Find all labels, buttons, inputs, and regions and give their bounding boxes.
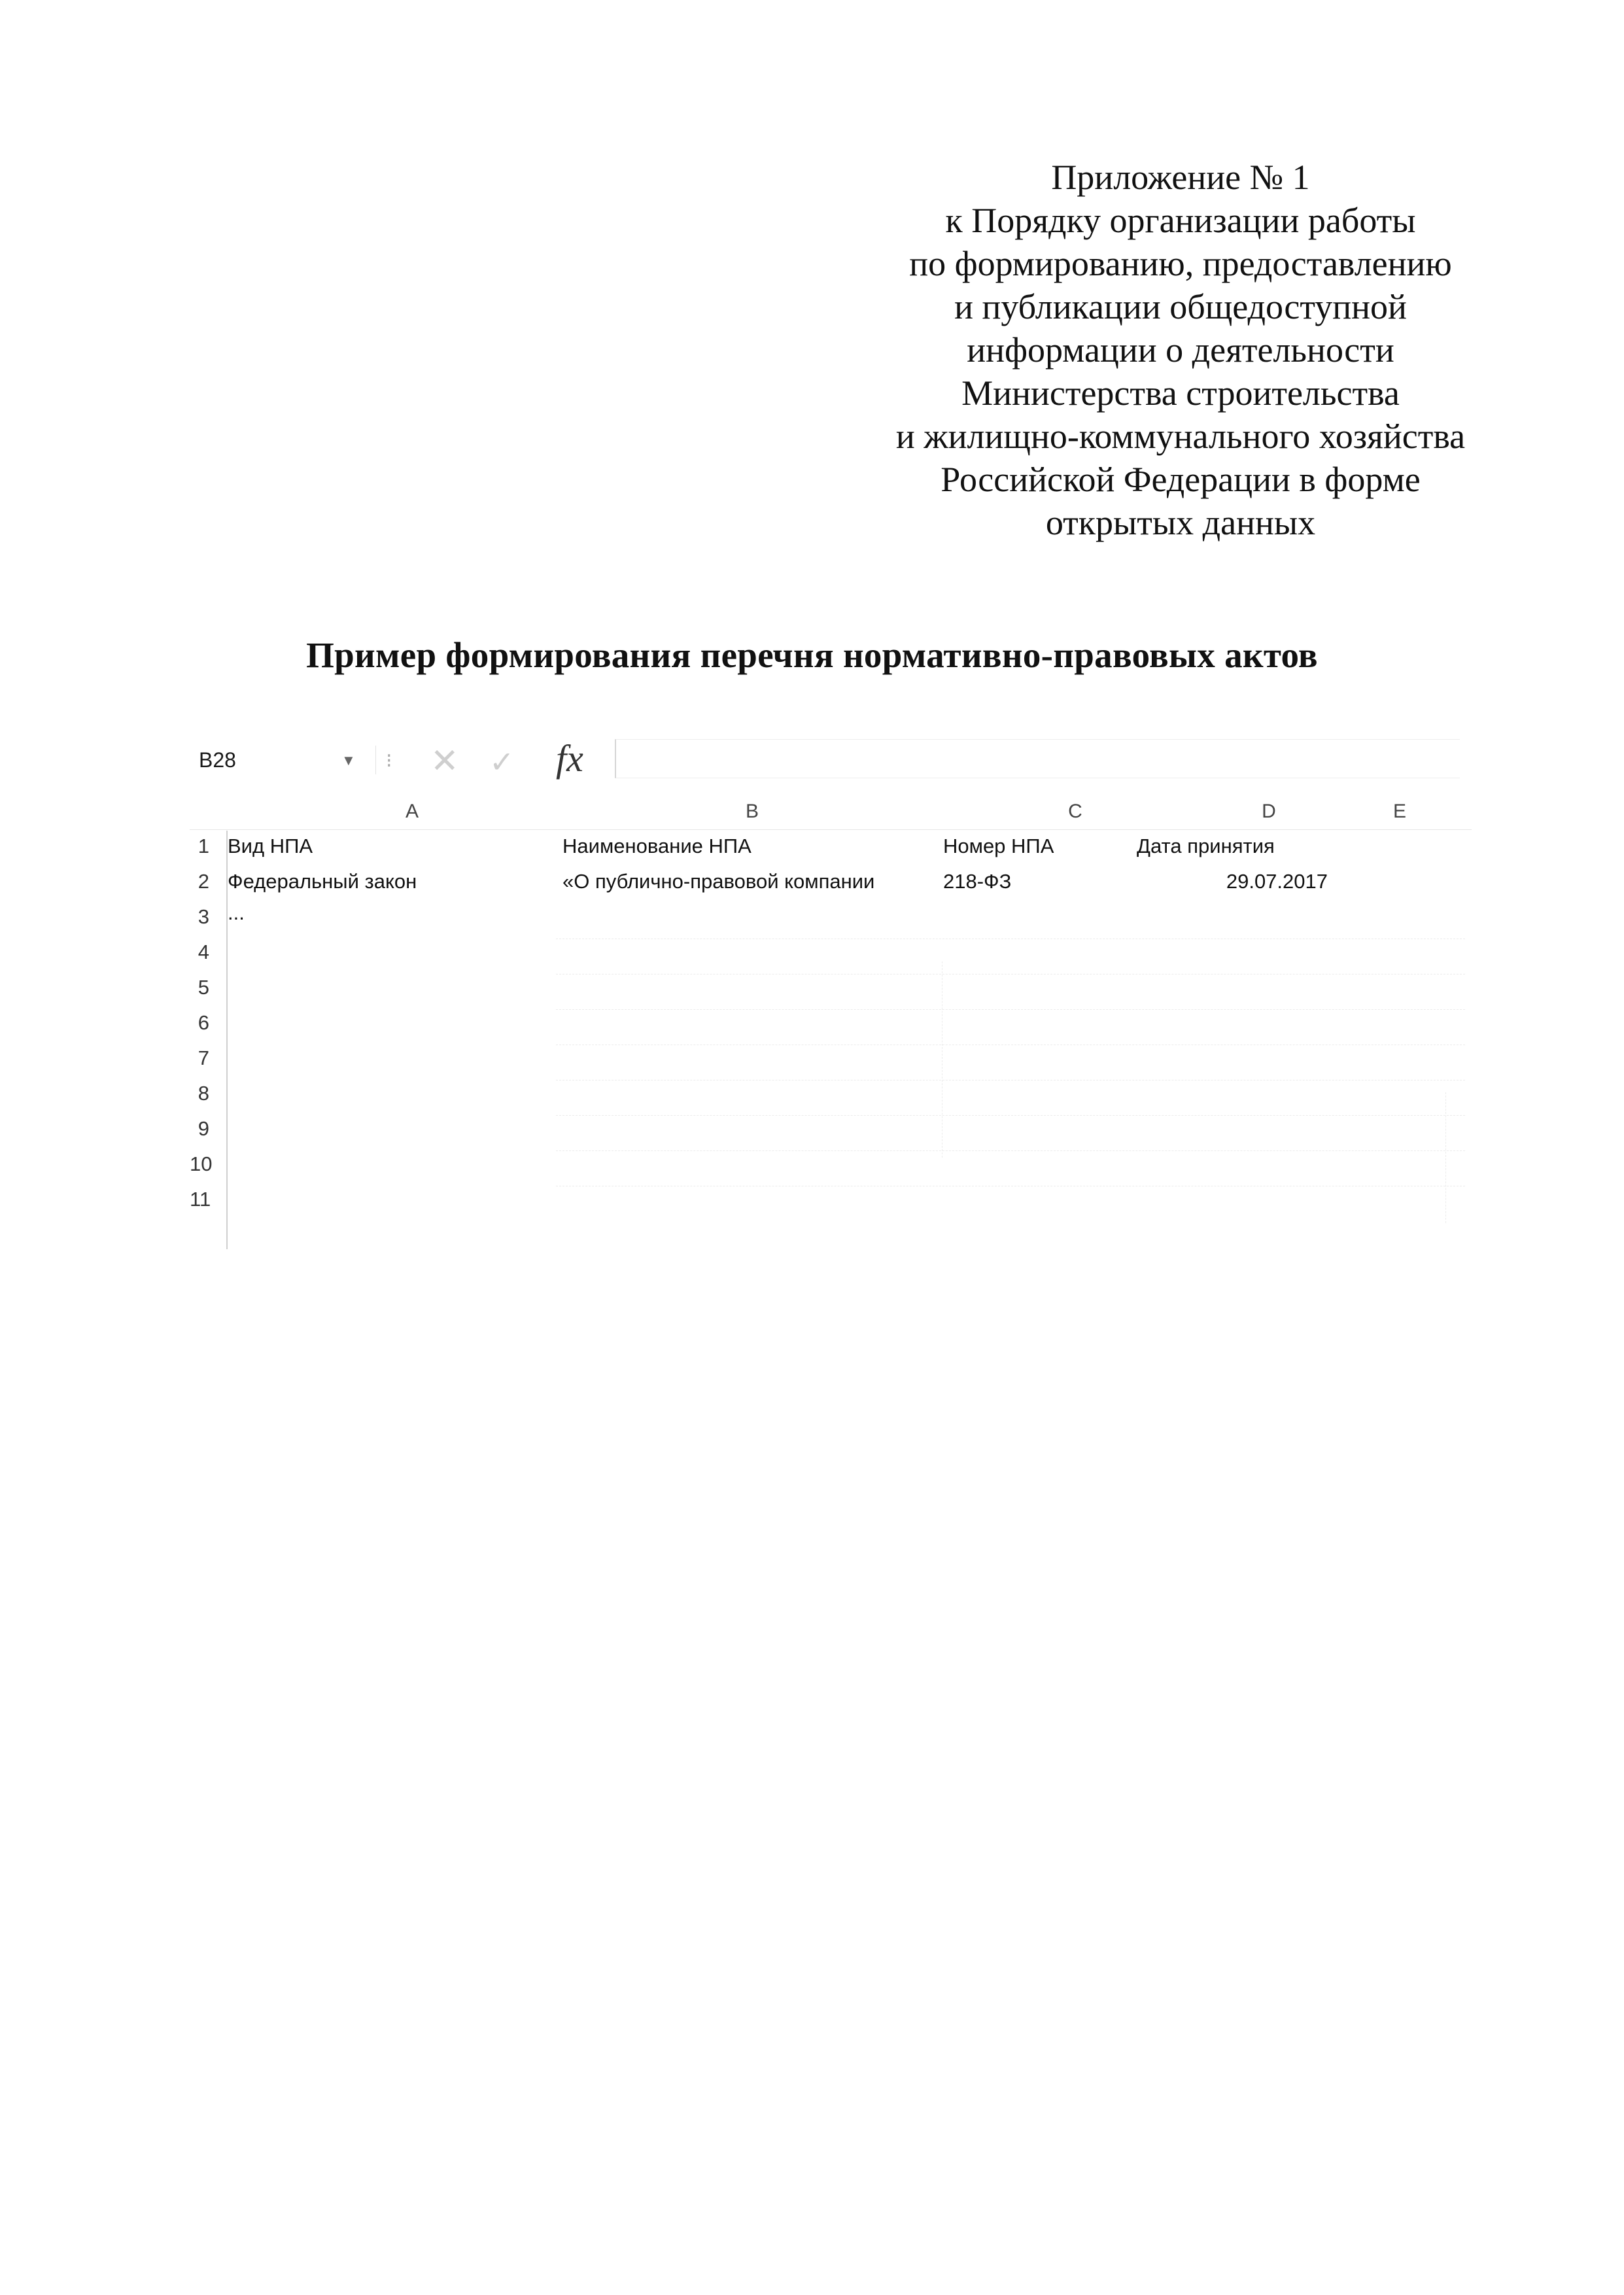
cell-b1[interactable]: Наименование НПА bbox=[562, 835, 752, 857]
cell-c2[interactable]: 218-ФЗ bbox=[943, 870, 1012, 893]
column-header-a[interactable]: A bbox=[405, 801, 419, 822]
cell-d2[interactable]: 29.07.2017 bbox=[1226, 870, 1328, 893]
cancel-x-icon[interactable]: ✕ bbox=[430, 742, 459, 780]
cell-c1[interactable]: Номер НПА bbox=[943, 835, 1054, 857]
row-header[interactable]: 9 bbox=[198, 1117, 209, 1140]
gridline bbox=[556, 1115, 1465, 1116]
formula-bar bbox=[190, 733, 1459, 785]
name-box[interactable]: B28 bbox=[191, 746, 376, 774]
check-icon[interactable]: ✓ bbox=[489, 745, 515, 779]
row-header[interactable]: 8 bbox=[198, 1082, 209, 1105]
appendix-line: и публикации общедоступной bbox=[954, 287, 1407, 326]
row-header[interactable]: 7 bbox=[198, 1046, 209, 1069]
cell-d1[interactable]: Дата принятия bbox=[1137, 835, 1275, 857]
appendix-line: Российской Федерации в форме bbox=[941, 460, 1421, 499]
dropdown-arrow-icon[interactable]: ▼ bbox=[341, 752, 356, 768]
appendix-line: по формированию, предоставлению bbox=[909, 244, 1452, 283]
row-header[interactable]: 2 bbox=[198, 870, 209, 893]
cell-a1[interactable]: Вид НПА bbox=[228, 835, 313, 857]
row-header[interactable]: 6 bbox=[198, 1011, 209, 1034]
appendix-line: и жилищно-коммунального хозяйства bbox=[895, 417, 1466, 456]
appendix-line: к Порядку организации работы bbox=[945, 201, 1416, 240]
column-header-d[interactable]: D bbox=[1262, 801, 1276, 822]
column-header-e[interactable]: E bbox=[1392, 801, 1406, 822]
cell-a3[interactable]: ... bbox=[228, 901, 245, 924]
document-title: Пример формирования перечня нормативно-правовых актов bbox=[306, 635, 1318, 675]
appendix-line: Министерства строительства bbox=[961, 373, 1400, 413]
fx-icon[interactable]: fx bbox=[556, 737, 583, 780]
row-header[interactable]: 10 bbox=[190, 1152, 213, 1175]
cell-a2[interactable]: Федеральный закон bbox=[228, 870, 417, 893]
formula-input[interactable] bbox=[615, 739, 1460, 778]
appendix-line: Приложение № 1 bbox=[1051, 158, 1310, 197]
appendix-line: информации о деятельности bbox=[967, 330, 1394, 370]
row-header[interactable]: 5 bbox=[198, 976, 209, 999]
row-header[interactable]: 4 bbox=[198, 940, 209, 963]
gridline bbox=[556, 1044, 1465, 1045]
cell-b2[interactable]: «О публично-правовой компании bbox=[562, 870, 875, 893]
row-header[interactable]: 3 bbox=[198, 905, 209, 928]
column-header-b[interactable]: B bbox=[745, 801, 759, 822]
cell-grid bbox=[190, 831, 1472, 1249]
spreadsheet-screenshot bbox=[190, 733, 1472, 1249]
gridline bbox=[556, 974, 1465, 975]
appendix-header bbox=[811, 156, 1550, 544]
gridline bbox=[556, 1009, 1465, 1010]
row-header[interactable]: 1 bbox=[198, 835, 209, 857]
column-headers bbox=[190, 798, 1472, 830]
gridline bbox=[1445, 1092, 1446, 1223]
appendix-line: открытых данных bbox=[1045, 503, 1316, 542]
vertical-dots-icon: ⁝ bbox=[386, 750, 392, 772]
row-header[interactable]: 11 bbox=[190, 1188, 211, 1211]
column-header-c[interactable]: C bbox=[1068, 801, 1082, 822]
gridline bbox=[556, 1150, 1465, 1151]
